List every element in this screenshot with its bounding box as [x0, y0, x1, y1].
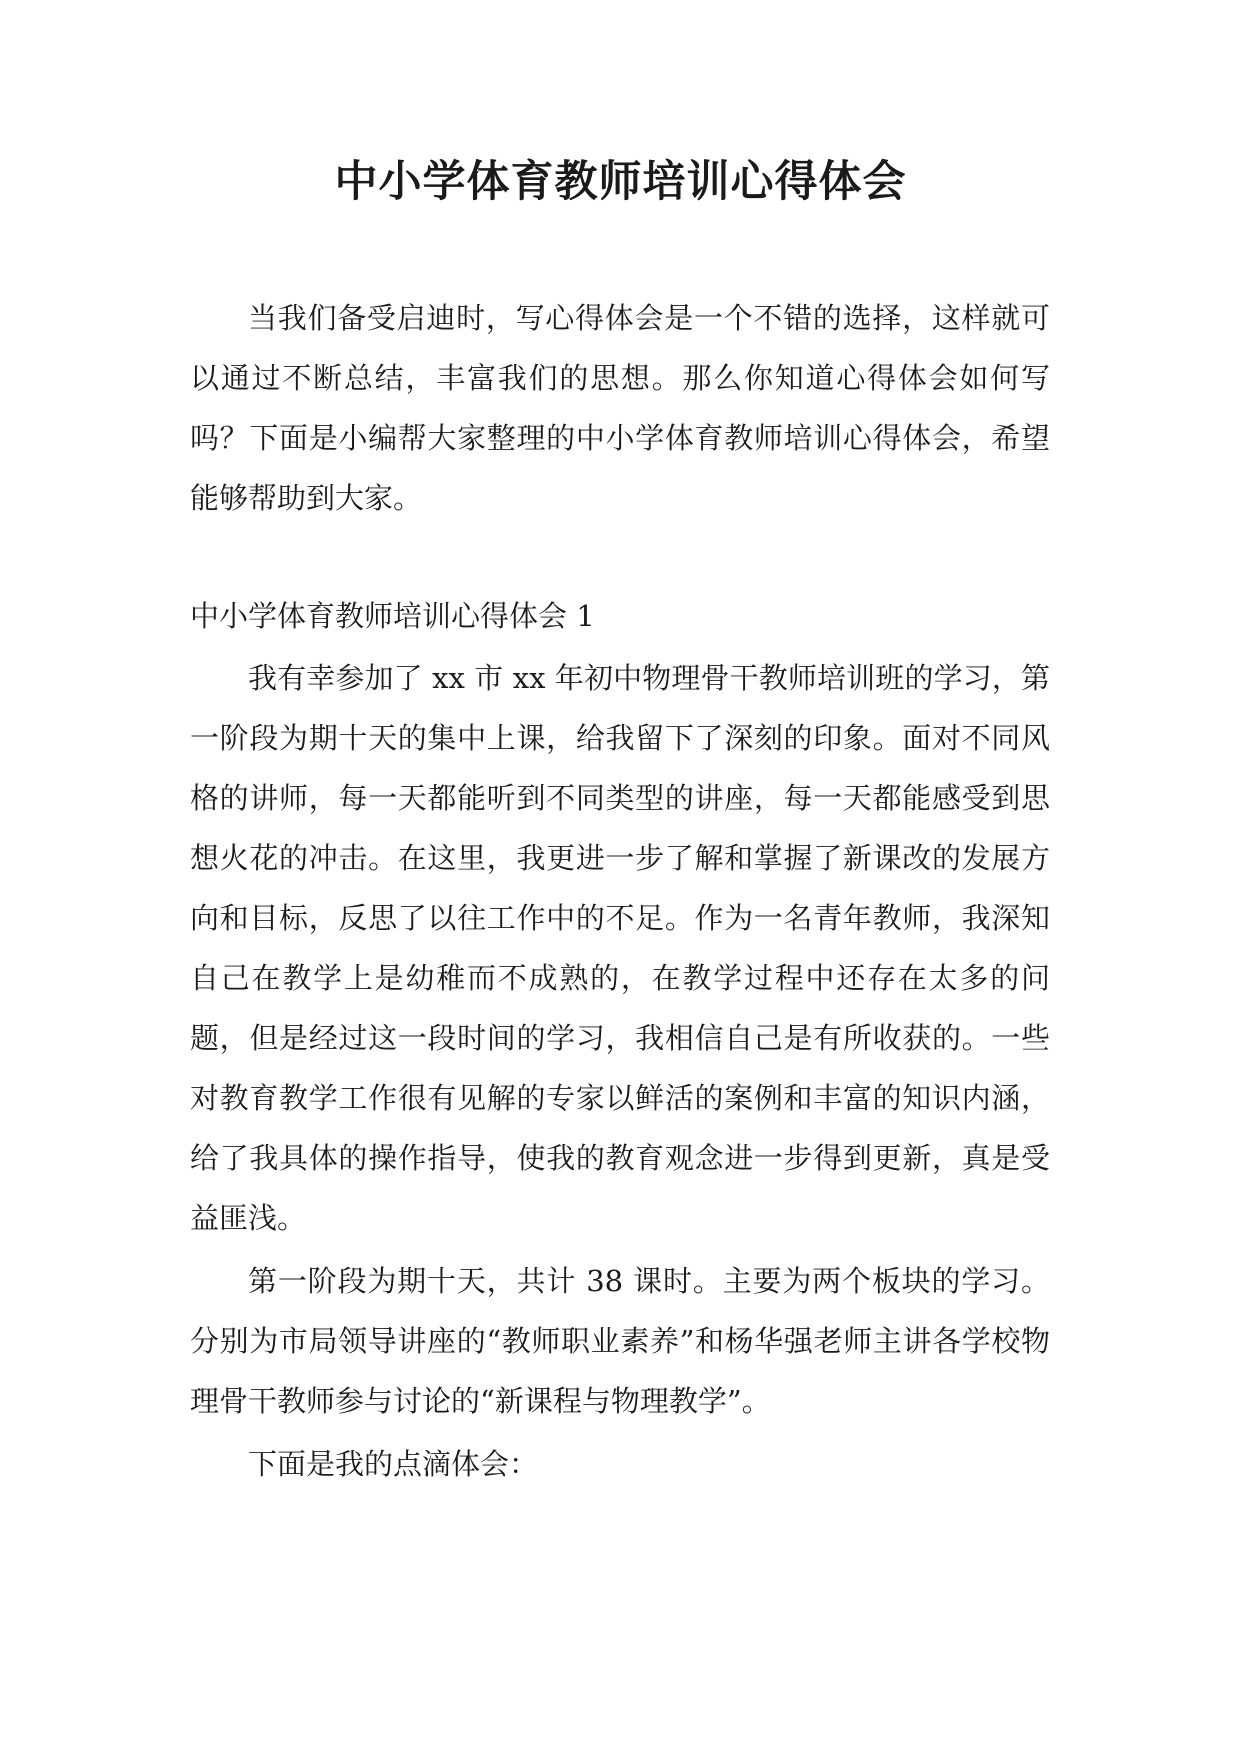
document-title: 中小学体育教师培训心得体会	[334, 157, 907, 207]
body-paragraph: 下面是我的点滴体会：	[248, 1447, 539, 1481]
document-body	[190, 288, 1050, 1494]
body-paragraph: 我有幸参加了 xx 市 xx 年初中物理骨干教师培训班的学习，第一阶段为期十天的集中上课，给我留下了深刻的印象。面对不同风格的讲师，每一天都能听到不同类型的讲座，每一天都能感受到思想火花的冲击。在这里，我更进一步了解和掌握了新课改的发展方向和目标，反思了以往工作中的不足。作为一名青年教师，我深知自己在教学上是幼稚而不成熟的，在教学过程中还存在太多的问题，但是经过这一段时间的学习，我相信自己是有所收获的。一些对教育教学工作很有见解的专家以鲜活的案例和丰富的知识内涵，给了我具体的操作指导，使我的教育观念进一步得到更新，真是受益匪浅。	[190, 661, 1050, 1235]
intro-paragraph: 当我们备受启迪时，写心得体会是一个不错的选择，这样就可以通过不断总结，丰富我们的思想。那么你知道心得体会如何写吗？下面是小编帮大家整理的中小学体育教师培训心得体会，希望能够帮助到大家。	[190, 301, 1050, 515]
section-heading: 中小学体育教师培训心得体会 1	[190, 599, 595, 633]
body-paragraph: 第一阶段为期十天，共计 38 课时。主要为两个板块的学习。分别为市局领导讲座的“教师职业素养”和杨华强老师主讲各学校物理骨干教师参与讨论的“新课程与物理教学”。	[190, 1264, 1050, 1418]
